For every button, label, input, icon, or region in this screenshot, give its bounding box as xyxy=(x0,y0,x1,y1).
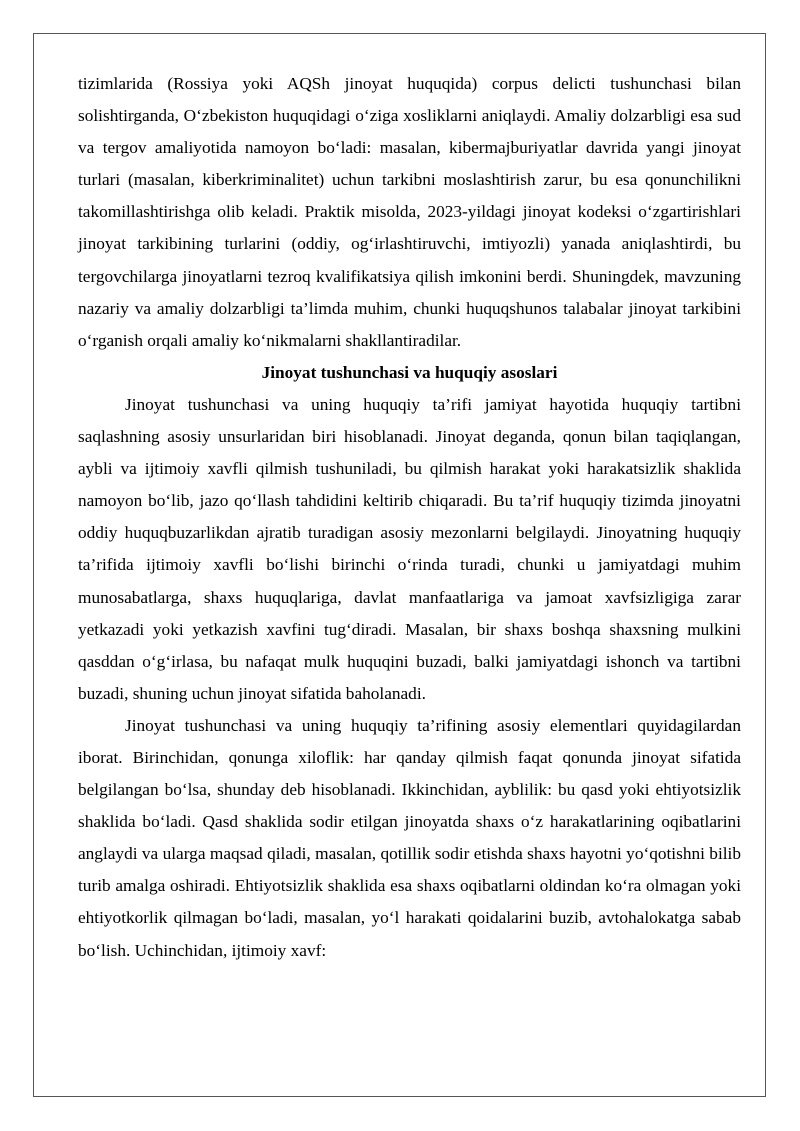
section-heading: Jinoyat tushunchasi va huquqiy asoslari xyxy=(261,362,558,382)
paragraph-1: Jinoyat tushunchasi va uning huquqiy ta’rifi jamiyat hayotida huquqiy tartibni saqlashning asosiy unsurlaridan biri hisoblanadi. Jinoyat deganda, qonun bilan taqiqlangan, aybli va ijtimoiy xavfli qilmish tushuniladi, bu qilmish harakat yoki harakatsizlik shaklida namoyon bo‘lib, jazo qo‘llash tahdidini keltirib chiqaradi. Bu ta’rif huquqiy tizimda jinoyatni oddiy huquqbuzarlikdan ajratib turadigan asosiy mezonlarni belgilaydi. Jinoyatning huquqiy ta’rifida ijtimoiy xavfli bo‘lishi birinchi o‘rinda turadi, chunki u jamiyatdagi muhim munosabatlarga, shaxs huquqlariga, davlat manfaatlariga va jamoat xavfsizligiga zarar yetkazadi yoki yetkazish xavfini tug‘diradi. Masalan, bir shaxs boshqa shaxsning mulkini qasddan o‘g‘irlasa, bu nafaqat mulk huquqini buzadi, balki jamiyatdagi ishonch va tartibni buzadi, shuning uchun jinoyat sifatida baholanadi. xyxy=(78,394,741,703)
paragraph-2: Jinoyat tushunchasi va uning huquqiy ta’rifining asosiy elementlari quyidagilardan iborat. Birinchidan, qonunga xiloflik: har qanday qilmish faqat qonunda jinoyat sifatida belgilangan bo‘lsa, shunday deb hisoblanadi. Ikkinchidan, ayblilik: bu qasd yoki ehtiyotsizlik shaklida bo‘ladi. Qasd shaklida sodir etilgan jinoyatda shaxs o‘z harakatlarining oqibatlarini anglaydi va ularga maqsad qiladi, masalan, qotillik sodir etishda shaxs hayotni yo‘qotishni bilib turib amalga oshiradi. Ehtiyotsizlik shaklida esa shaxs oqibatlarni oldindan ko‘ra olmagan yoki ehtiyotkorlik qilmagan bo‘ladi, masalan, yo‘l harakati qoidalarini buzib, avtohalokatga sabab bo‘lish. Uchinchidan, ijtimoiy xavf: xyxy=(78,715,741,960)
paragraph-continuation: tizimlarida (Rossiya yoki AQSh jinoyat huquqida) corpus delicti tushunchasi bilan solishtirganda, O‘zbekiston huquqidagi o‘ziga xosliklarni aniqlaydi. Amaliy dolzarbligi esa sud va tergov amaliyotida namoyon bo‘ladi: masalan, kibermajburiyatlar davrida yangi jinoyat turlari (masalan, kiberkriminalitet) uchun tarkibni moslashtirish zarur, bu esa qonunchilikni takomillashtirishga olib keladi. Praktik misolda, 2023-yildagi jinoyat kodeksi o‘zgartirishlari jinoyat tarkibining turlarini (oddiy, og‘irlashtiruvchi, imtiyozli) yanada aniqlashtirdi, bu tergovchilarga jinoyatlarni tezroq kvalifikatsiya qilish imkonini berdi. Shuningdek, mavzuning nazariy va amaliy dolzarbligi ta’limda muhim, chunki huquqshunos talabalar jinoyat tarkibini o‘rganish orqali amaliy ko‘nikmalarni shakllantiradilar. xyxy=(78,74,741,350)
document-body xyxy=(78,68,741,967)
